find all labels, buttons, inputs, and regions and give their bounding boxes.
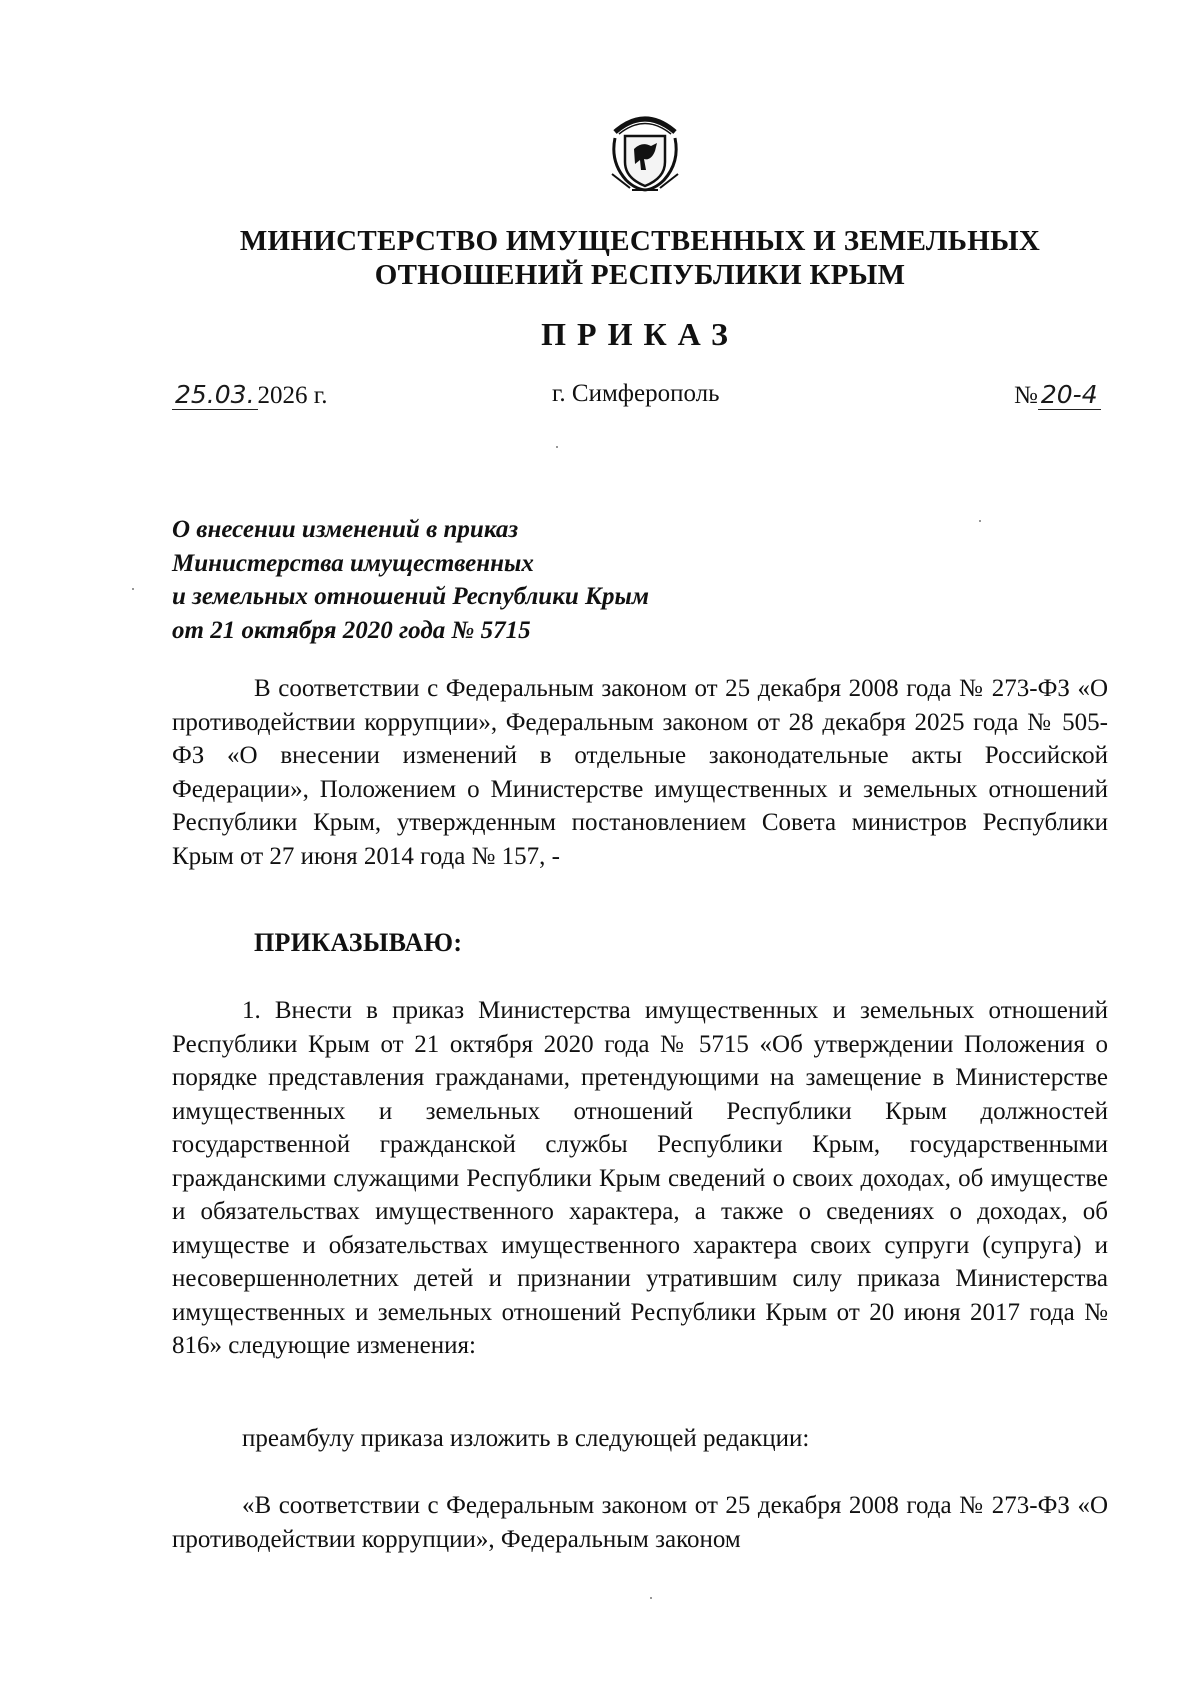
subject-line2: Министерства имущественных (172, 549, 534, 577)
ministry-name-line2: ОТНОШЕНИЙ РЕСПУБЛИКИ КРЫМ (374, 259, 906, 291)
ministry-name (150, 224, 1130, 292)
ministry-name-line1: МИНИСТЕРСТВО ИМУЩЕСТВЕННЫХ И ЗЕМЕЛЬНЫХ (239, 225, 1041, 257)
coat-of-arms-icon (602, 104, 688, 194)
order-subject (172, 513, 649, 647)
document-type-title: ПРИКАЗ (541, 316, 739, 352)
handwritten-number: 20-4 (1038, 380, 1101, 410)
order-directive: ПРИКАЗЫВАЮ: (254, 928, 463, 957)
order-city: г. Симферополь (552, 380, 720, 407)
amendment-text: «В соответствии с Федеральным законом от 25 декабря 2008 года № 273-ФЗ «О противодействии коррупции», Федеральным законом (172, 1492, 1108, 1553)
amendment-intro: преамбулу приказа изложить в следующей редакции: (242, 1425, 810, 1452)
scan-speck (556, 446, 558, 448)
order-date (172, 380, 327, 410)
handwritten-date: 25.03. (172, 380, 258, 410)
order-number (1014, 380, 1101, 410)
scan-speck (650, 1597, 652, 1599)
item-1-paragraph: 1. Внести в приказ Министерства имущественных и земельных отношений Республики Крым от 21 октября 2020 года № 5715 «Об утверждении Положения о порядке представления гражданами, претендующими на замещение в Министерстве имущественных и земельных отношений Республики Крым должностей государственной гражданской службы Республики Крым, государственными гражданскими служащими Республики Крым сведений о своих доходах, об имуществе и обязательствах имущественного характера, а также о сведениях о доходах, об имуществе и обязательствах имущественного характера своих супруги (супруга) и несовершеннолетних детей и признании утратившим силу приказа Министерства имущественных и земельных отношений Республики Крым от 20 июня 2017 года № 816» следующие изменения: (172, 997, 1108, 1359)
order-year: 2026 г. (257, 382, 328, 409)
preamble-paragraph: В соответствии с Федеральным законом от 25 декабря 2008 года № 273-ФЗ «О противодействии коррупции», Федеральным законом от 28 декабря 2025 года № 505-ФЗ «О внесении изменений в отдельные законодательные акты Российской Федерации», Положением о Министерстве имущественных и земельных отношений Республики Крым, утвержденным постановлением Совета министров Республики Крым от 27 июня 2014 года № 157, - (172, 675, 1108, 870)
scan-speck (979, 520, 981, 522)
subject-line1: О внесении изменений в приказ (172, 516, 519, 543)
number-sign: № (1014, 382, 1038, 409)
subject-line3: и земельных отношений Республики Крым (172, 583, 649, 610)
subject-line4: от 21 октября 2020 года № 5715 (172, 616, 531, 644)
scan-speck (132, 588, 134, 590)
